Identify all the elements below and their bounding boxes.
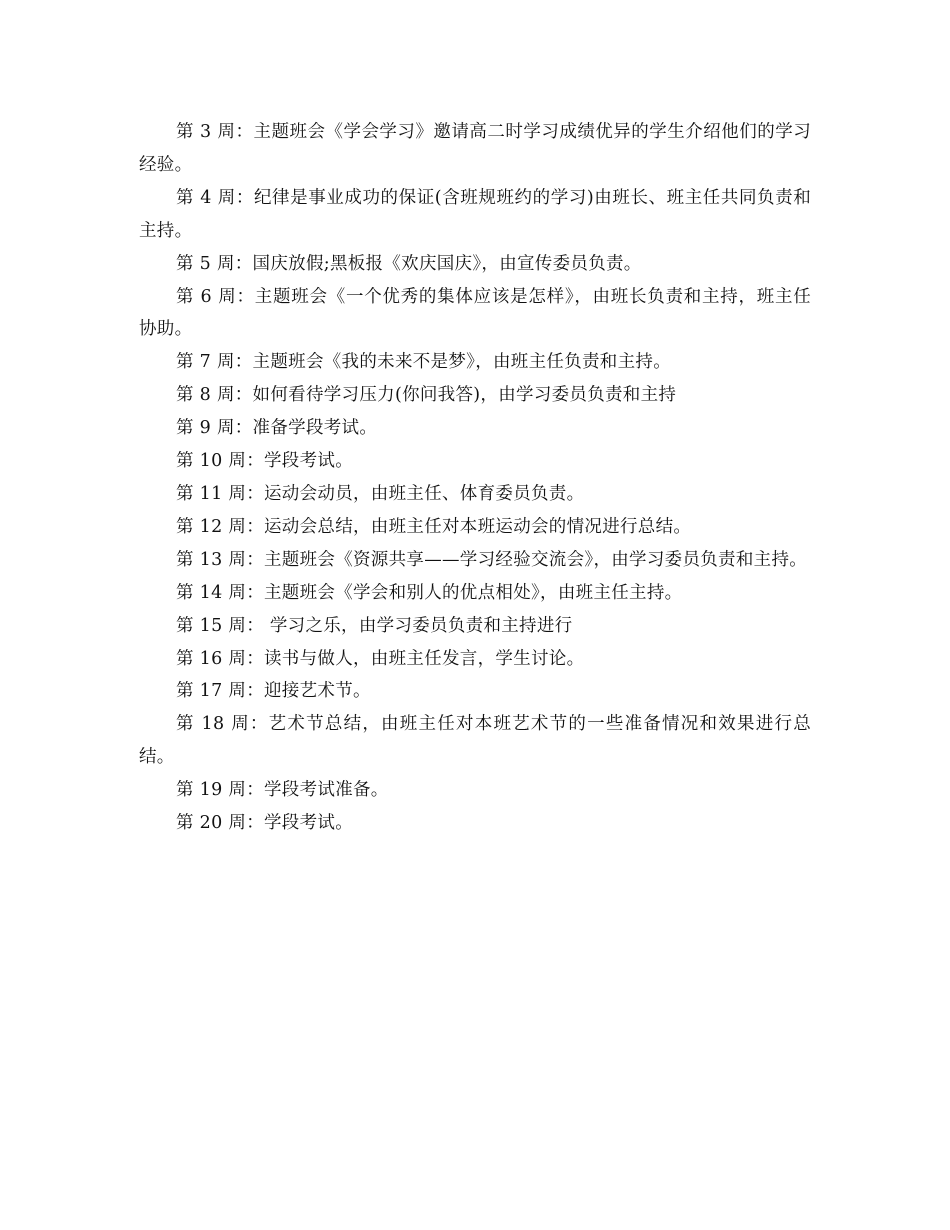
week-11-paragraph: 第 11 周：运动会动员，由班主任、体育委员负责。 xyxy=(176,483,585,504)
week-19-paragraph: 第 19 周：学段考试准备。 xyxy=(176,780,389,801)
week-13-paragraph: 第 13 周：主题班会《资源共享——学习经验交流会》，由学习委员负责和主持。 xyxy=(176,549,808,570)
week-12-paragraph: 第 12 周：运动会总结，由班主任对本班运动会的情况进行总结。 xyxy=(176,516,692,537)
week-16-paragraph: 第 16 周：读书与做人，由班主任发言，学生讨论。 xyxy=(176,648,585,669)
week-15-paragraph: 第 15 周： 学习之乐，由学习委员负责和主持进行 xyxy=(176,615,573,636)
week-7-paragraph: 第 7 周：主题班会《我的未来不是梦》，由班主任负责和主持。 xyxy=(176,352,672,373)
week-18-paragraph: 第 18 周：艺术节总结，由班主任对本班艺术节的一些准备情况和效果进行总结。 xyxy=(139,714,811,768)
week-3-paragraph: 第 3 周：主题班会《学会学习》邀请高二时学习成绩优异的学生介绍他们的学习经验。 xyxy=(139,122,811,175)
week-4-paragraph: 第 4 周：纪律是事业成功的保证(含班规班约的学习)由班长、班主任共同负责和主持。 xyxy=(139,187,811,241)
week-20-paragraph: 第 20 周：学段考试。 xyxy=(176,813,353,834)
week-8-paragraph: 第 8 周：如何看待学习压力(你问我答)，由学习委员负责和主持 xyxy=(176,385,677,406)
week-10-paragraph: 第 10 周：学段考试。 xyxy=(176,451,353,472)
week-9-paragraph: 第 9 周：准备学段考试。 xyxy=(176,418,378,439)
week-17-paragraph: 第 17 周：迎接艺术节。 xyxy=(176,681,371,702)
week-14-paragraph: 第 14 周：主题班会《学会和别人的优点相处》，由班主任主持。 xyxy=(176,582,683,603)
week-6-paragraph: 第 6 周：主题班会《一个优秀的集体应该是怎样》，由班长负责和主持，班主任协助。 xyxy=(139,286,811,340)
week-5-paragraph: 第 5 周：国庆放假;黑板报《欢庆国庆》，由宣传委员负责。 xyxy=(176,253,642,274)
weekly-plan-body xyxy=(139,116,811,840)
